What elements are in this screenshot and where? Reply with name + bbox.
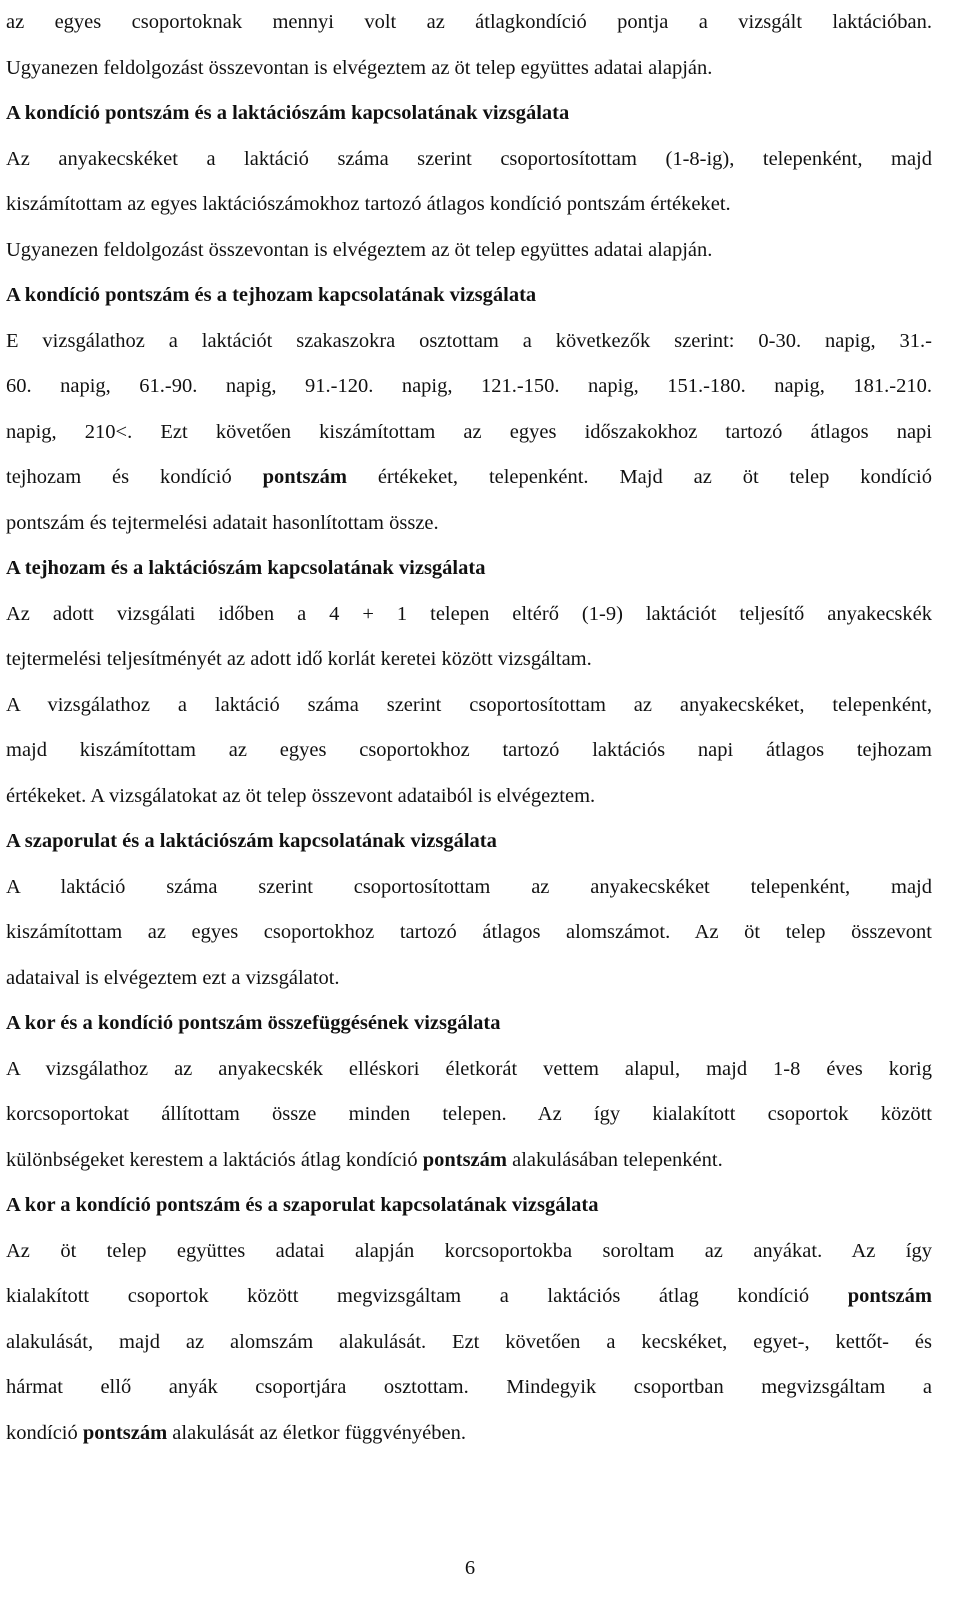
body-line: Az adott vizsgálati időben a 4 + 1 telepen eltérő (1-9) laktációt teljesítő anyakecskék [6, 602, 932, 625]
body-line [6, 455, 932, 501]
body-line: 60. napig, 61.-90. napig, 91.-120. napig, 121.-150. napig, 151.-180. napig, 181.-210. [6, 375, 932, 397]
line-text: értékeket, telepenként. Majd az öt telep kondíció [346, 466, 932, 488]
body-line: Ugyanezen feldolgozást összevontan is elvégeztem az öt telep együttes adatai alapján. [6, 56, 713, 79]
body-line: A vizsgálathoz az anyakecskék elléskori életkorát vettem alapul, majd 1-8 éves korig [6, 1057, 932, 1080]
body-line: pontszám és tejtermelési adatait hasonlítottam össze. [6, 511, 439, 534]
line-text: kondíció [6, 1421, 83, 1444]
line-text: különbségeket kerestem a laktációs átlag kondíció [6, 1148, 423, 1171]
bold-term: pontszám [422, 1148, 507, 1171]
body-line: kiszámítottam az egyes csoportokhoz tartozó átlagos alomszámot. Az öt telep összevont [6, 921, 932, 943]
bold-term: pontszám [262, 466, 347, 488]
bold-term: pontszám [82, 1421, 168, 1444]
section-heading: A kor és a kondíció pontszám összefüggésének vizsgálata [6, 1012, 501, 1034]
line-text: tejhozam és kondíció [6, 466, 263, 488]
document-body [6, 0, 932, 1456]
body-line: Az öt telep együttes adatai alapján korcsoportokba soroltam az anyákat. Az így [6, 1239, 932, 1262]
section-heading: A szaporulat és a laktációszám kapcsolatának vizsgálata [6, 830, 497, 852]
body-line [6, 1274, 932, 1320]
section-heading: A kor a kondíció pontszám és a szaporulat kapcsolatának vizsgálata [6, 1194, 599, 1216]
body-line: adataival is elvégeztem ezt a vizsgálatot. [6, 966, 340, 989]
body-line: Az anyakecskéket a laktáció száma szerint csoportosítottam (1-8-ig), telepenként, majd [6, 147, 932, 170]
line-text: alakulásában telepenként. [507, 1148, 723, 1171]
body-line: majd kiszámítottam az egyes csoportokhoz tartozó laktációs napi átlagos tejhozam [6, 739, 932, 761]
body-line: A vizsgálathoz a laktáció száma szerint csoportosítottam az anyakecskéket, telepenként, [6, 693, 932, 716]
line-text: kialakított csoportok között megvizsgáltam a laktációs átlag kondíció [6, 1285, 848, 1307]
body-line: A laktáció száma szerint csoportosítottam az anyakecskéket telepenként, majd [6, 875, 932, 898]
section-heading: A kondíció pontszám és a tejhozam kapcsolatának vizsgálata [6, 284, 537, 306]
line-text: alakulását az életkor függvényében. [167, 1421, 466, 1444]
page-number: 6 [464, 1557, 476, 1579]
body-line: kiszámítottam az egyes laktációszámokhoz tartozó átlagos kondíció pontszám értékeket. [6, 193, 731, 215]
body-line: tejtermelési teljesítményét az adott idő korlát keretei között vizsgáltam. [6, 648, 592, 670]
body-line: napig, 210<. Ezt követően kiszámítottam az egyes időszakokhoz tartozó átlagos napi [6, 420, 932, 443]
body-line: korcsoportokat állítottam össze minden telepen. Az így kialakított csoportok között [6, 1103, 932, 1125]
section-heading: A kondíció pontszám és a laktációszám kapcsolatának vizsgálata [6, 102, 570, 124]
body-line [6, 1411, 932, 1457]
section-heading: A tejhozam és a laktációszám kapcsolatának vizsgálata [6, 557, 486, 579]
body-line: értékeket. A vizsgálatokat az öt telep összevont adataiból is elvégeztem. [6, 784, 596, 807]
bold-term: pontszám [847, 1285, 932, 1307]
body-line: hármat ellő anyák csoportjára osztottam. Mindegyik csoportban megvizsgáltam a [6, 1376, 932, 1398]
body-line: Ugyanezen feldolgozást összevontan is elvégeztem az öt telep együttes adatai alapján. [6, 238, 713, 261]
body-line: az egyes csoportoknak mennyi volt az átlagkondíció pontja a vizsgált laktációban. [6, 11, 932, 33]
body-line [6, 1138, 932, 1184]
body-line: alakulását, majd az alomszám alakulását. Ezt követően a kecskéket, egyet-, kettőt- és [6, 1330, 932, 1353]
body-line: E vizsgálathoz a laktációt szakaszokra osztottam a következők szerint: 0-30. napig, 31.- [6, 329, 932, 352]
